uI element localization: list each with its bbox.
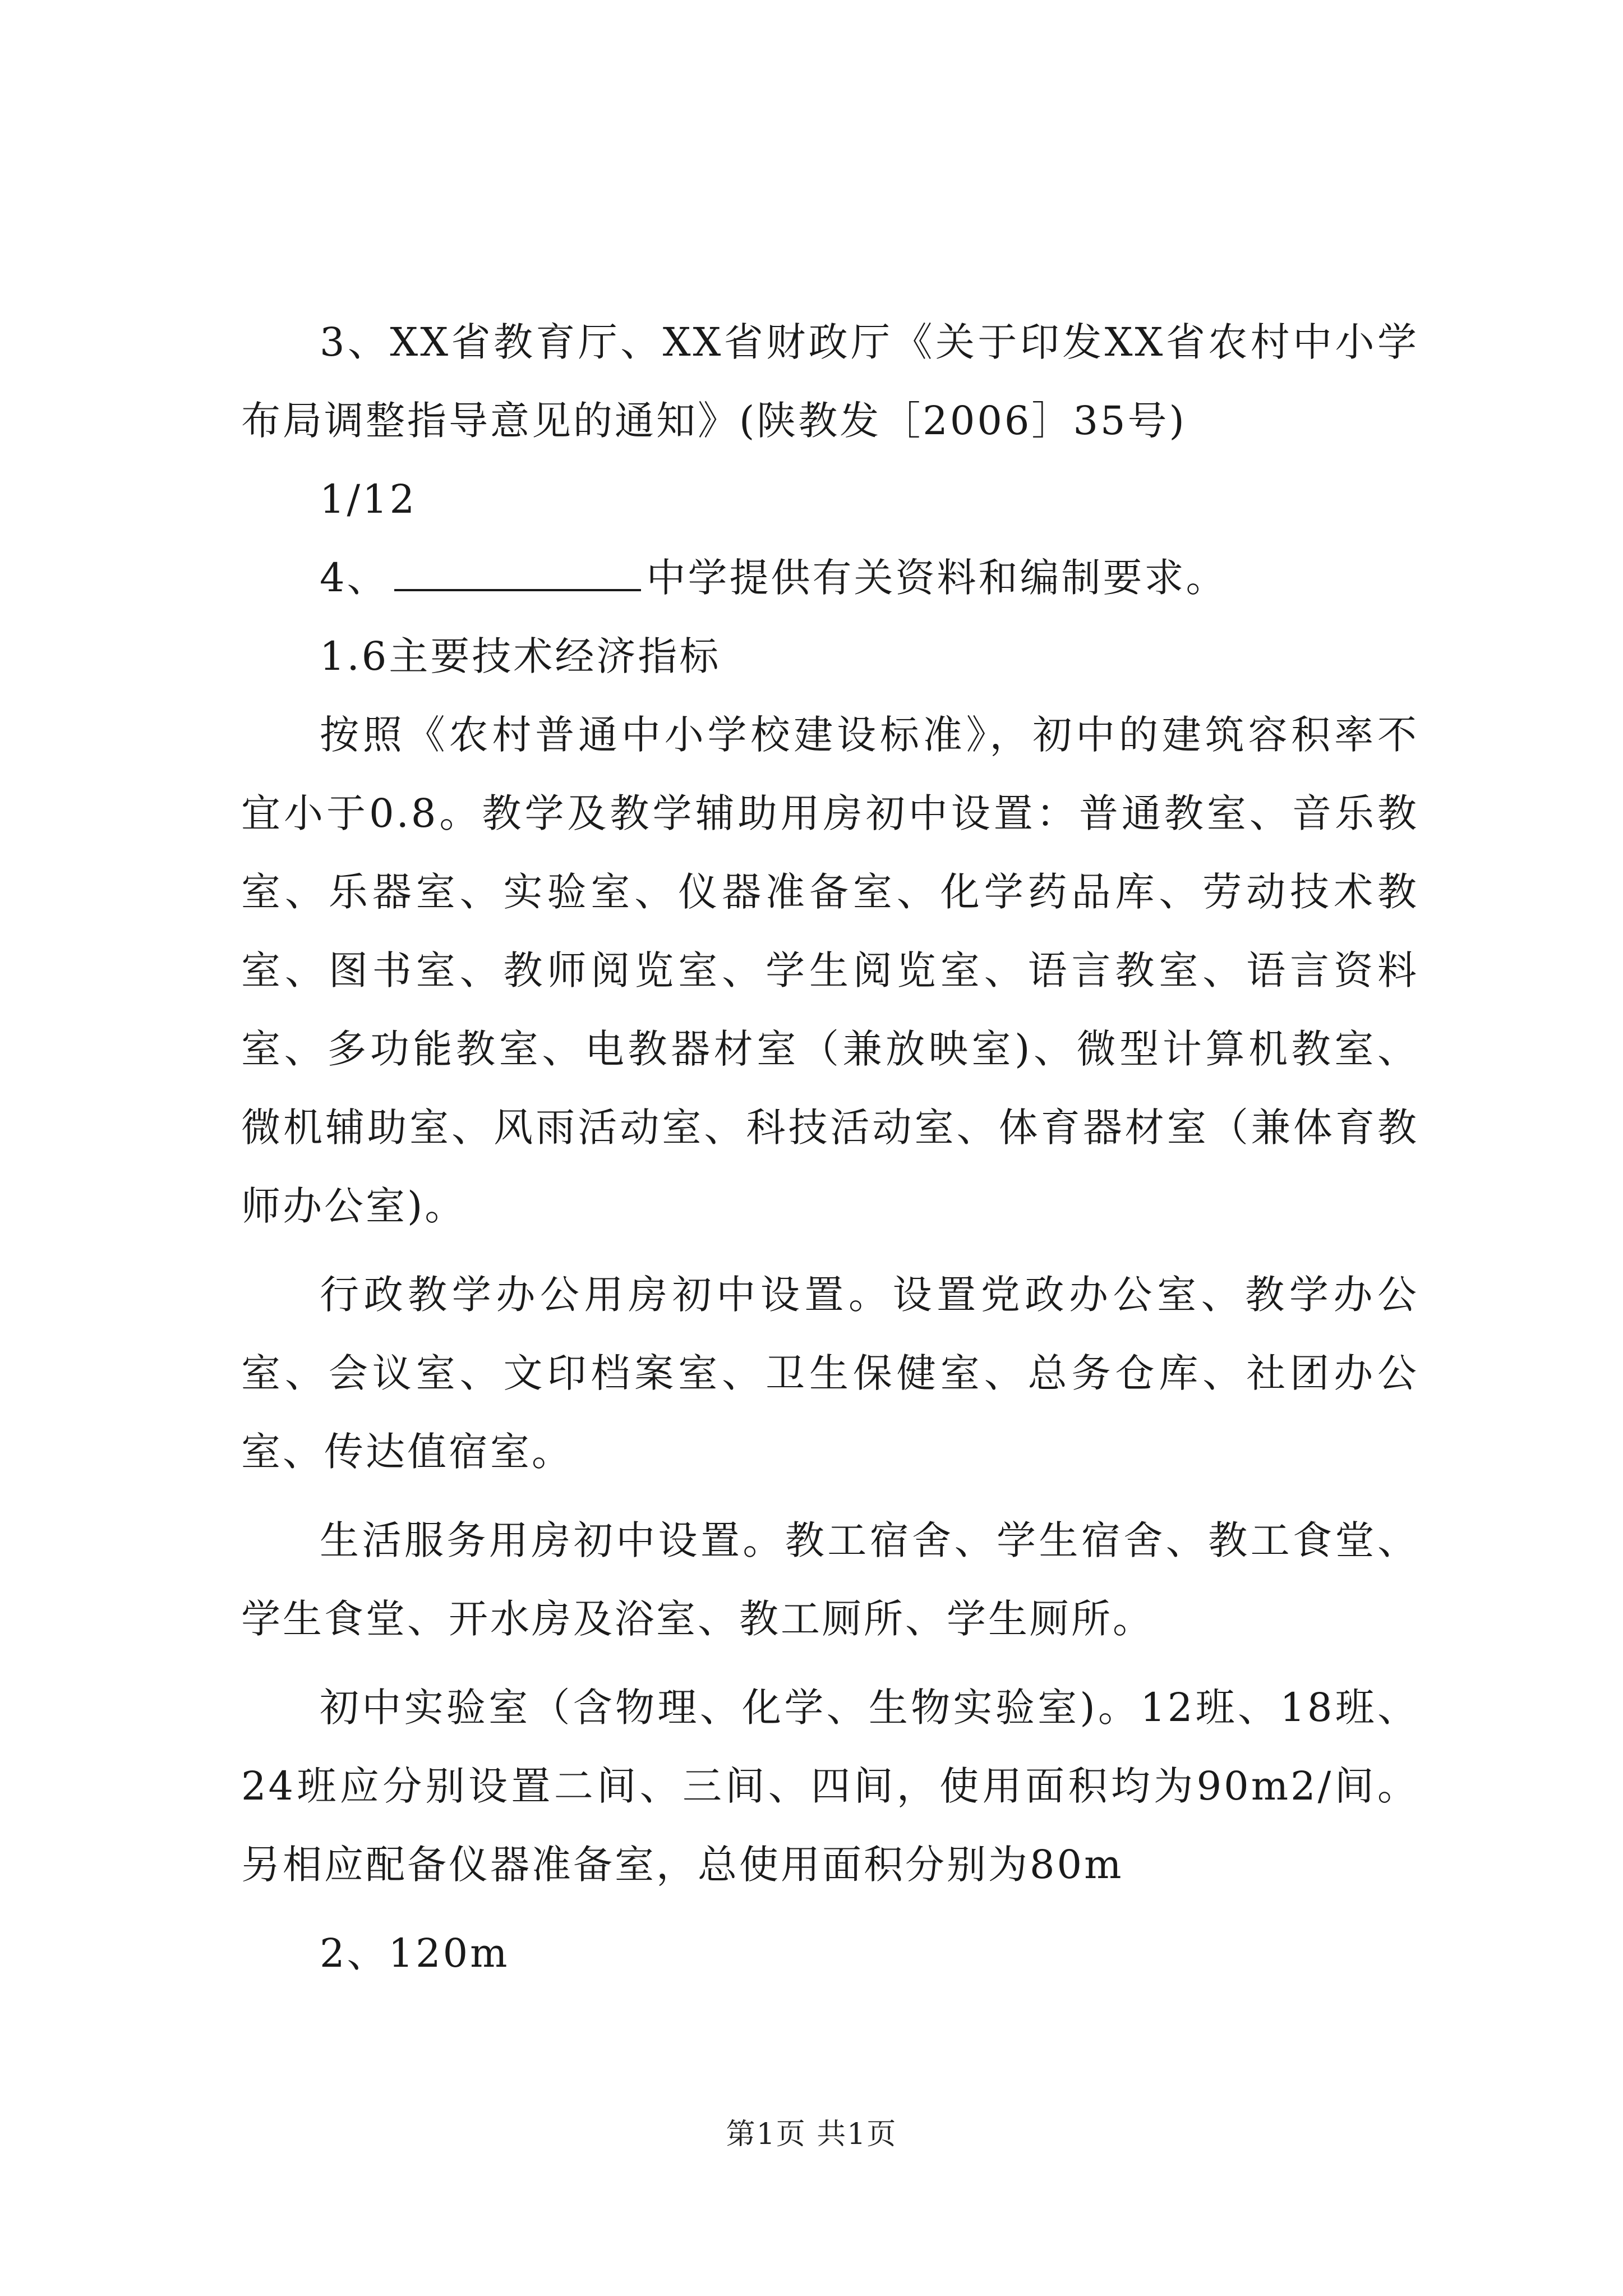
section-heading: 1.6主要技术经济指标: [320, 633, 721, 679]
page-footer: 第1页 共1页: [726, 2118, 897, 2151]
paragraph-reference-4: [241, 539, 1419, 617]
paragraph-reference-4-prefix: 4、: [320, 555, 389, 601]
document-body: [241, 303, 1419, 1993]
paragraph-reference-4-suffix: 中学提供有关资料和编制要求。: [646, 555, 1228, 601]
paragraph-living-rooms: 生活服务用房初中设置。教工宿舍、学生宿舍、教工食堂、学生食堂、开水房及浴室、教工厕所、学生厕所。: [241, 1517, 1419, 1642]
paragraph-teaching-rooms: 按照《农村普通中小学校建设标准》，初中的建筑容积率不宜小于0.8。教学及教学辅助用房初中设置：普通教室、音乐教室、乐器室、实验室、仪器准备室、化学药品库、劳动技术教室、图书室、教师阅览室、学生阅览室、语言教室、语言资料室、多功能教室、电教器材室（兼放映室)、微型计算机教室、微机辅助室、风雨活动室、科技活动室、体育器材室（兼体育教师办公室)。: [241, 712, 1419, 1229]
paragraph-laboratories: 初中实验室（含物理、化学、生物实验室)。12班、18班、24班应分别设置二间、三间、四间，使用面积均为90m2/间。另相应配备仪器准备室，总使用面积分别为80m: [241, 1685, 1419, 1888]
page-number-inline: 1/12: [320, 476, 417, 522]
paragraph-admin-rooms: 行政教学办公用房初中设置。设置党政办公室、教学办公室、会议室、文印档案室、卫生保健室、总务仓库、社团办公室、传达值宿室。: [241, 1272, 1419, 1475]
paragraph-area-continuation: 2、120m: [320, 1930, 510, 1976]
fill-in-blank: [394, 554, 641, 591]
paragraph-reference-3: 3、XX省教育厅、XX省财政厅《关于印发XX省农村中小学布局调整指导意见的通知》(陕教发［2006］35号): [241, 319, 1419, 444]
